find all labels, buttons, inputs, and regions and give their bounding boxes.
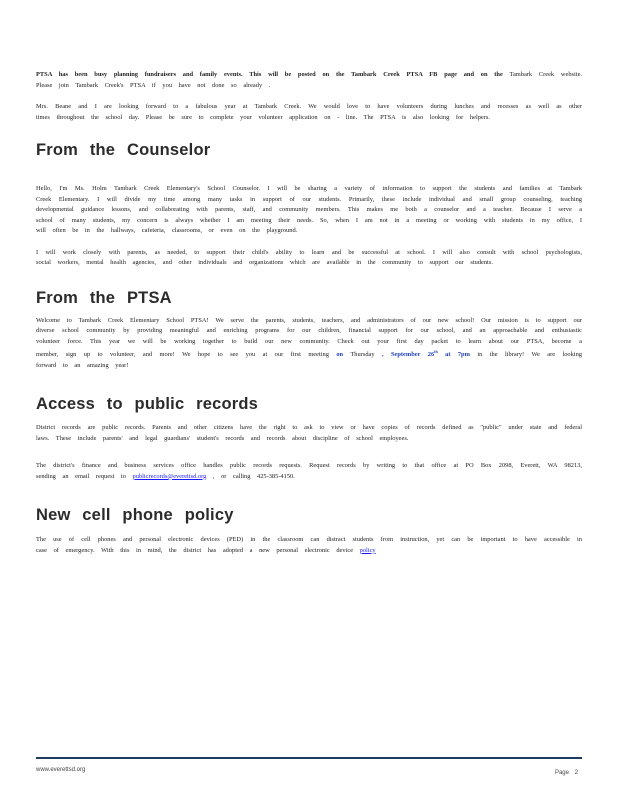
footer-page-number [555, 770, 578, 776]
ptsa-date-suffix: th [434, 349, 438, 354]
footer-website[interactable]: www.everettsd.org [36, 767, 86, 773]
counselor-heading: From the Counselor [36, 141, 211, 159]
footer-divider [36, 757, 582, 759]
cell-policy-paragraph-start: The use of cell phones and personal electronic devices (PED) in the classroom can distract students from instruction, yet can be important to have accessible in case of emergency. With this in mind, the district has adopted a new personal electronic device [36, 536, 582, 554]
records-paragraph-2-end: , or calling 425-385-4150. [212, 472, 295, 480]
records-email-link[interactable]: publicrecords@everettsd.org [132, 472, 207, 480]
records-paragraph-1: District records are public records. Parents and other citizens have the right to ask to view or have copies of records defined as "public" under state and federal laws. These include parents' and legal guardians' student's records and records about discipline of school employees. [36, 424, 582, 442]
records-heading: Access to public records [36, 395, 259, 414]
ptsa-paragraph-end: in the library! We are looking forward to an amazing year! [36, 351, 582, 369]
ptsa-intro-paragraph [36, 70, 582, 91]
ptsa-on-text: on [336, 351, 344, 359]
ptsa-intro-text: Tambark Creek website. Please join Tambark Creek's PTSA if you have not done so already . [36, 71, 582, 89]
counselor-paragraph-1: Hello, I'm Ms. Holm Tambark Creek Elementary's School Counselor. I will be sharing a variety of information to support the students and families at Tambark Creek Elementary. I will divide my time among many tasks in support of our students. Primarily, these include individual and small group counseling, teaching developmental guidance lessons, and collaborating with parents, staff, and community members. This makes me both a counselor and a teacher. Because I serve a school of many students, my concern is always whether I am meeting their needs. So, when I am not in a meeting or working with students in my office, I will often be in the hallways, cafeteria, classrooms, or even on the playground. [36, 185, 582, 234]
ptsa-paragraph [36, 316, 582, 372]
volunteer-paragraph: Mrs. Beane and I are looking forward to a fabulous year at Tambark Creek. We would love to have volunteers during lunches and recesses as well as other times throughout the school day. Please be sure to complete your volunteer application on - line. The PTSA is also looking for helpers. [36, 103, 582, 121]
footer-page-value: 2 [574, 770, 578, 776]
ptsa-intro-bold-text: PTSA has been busy planning fundraisers and family events. This will be posted on the Tambark Creek PTSA FB page and on the [36, 71, 503, 78]
records-paragraph-2-start: The district's finance and business services office handles public records requests. Request records by writing to that office at PO Box 2098, Everett, WA 98213, sending an email request to [36, 462, 582, 480]
cell-policy-heading: New cell phone policy [36, 506, 234, 525]
cell-policy-paragraph [36, 535, 582, 556]
newsletter-page [36, 70, 582, 556]
ptsa-paragraph-start: Welcome to Tambark Creek Elementary School PTSA! We serve the parents, students, teachers, and administrators of our new school! Our mission is to support our diverse school community by providing meaningful and enriching programs for our children, financial support for our school, and an approachable and enthusiastic volunteer force. This year we will be working together to build our new community. Check out your first day packet to learn about our PTSA, become a member, sign up to volunteer, and more! We hope to see you at our first meeting [36, 316, 582, 359]
ptsa-time-text: at 7pm [445, 351, 470, 359]
ptsa-date-text: , September 26 [381, 351, 435, 359]
policy-link[interactable]: policy [359, 546, 376, 554]
ptsa-day-text: Thursday [350, 351, 375, 359]
records-paragraph-2 [36, 461, 582, 482]
footer-page-label: Page [554, 770, 569, 776]
ptsa-heading: From the PTSA [36, 288, 172, 307]
counselor-paragraph-2: I will work closely with parents, as needed, to support their child's ability to learn and be successful at school. I will also consult with school psychologists, social workers, mental health agencies, and other individuals and organizations which are available in the community to support our students. [36, 248, 582, 266]
